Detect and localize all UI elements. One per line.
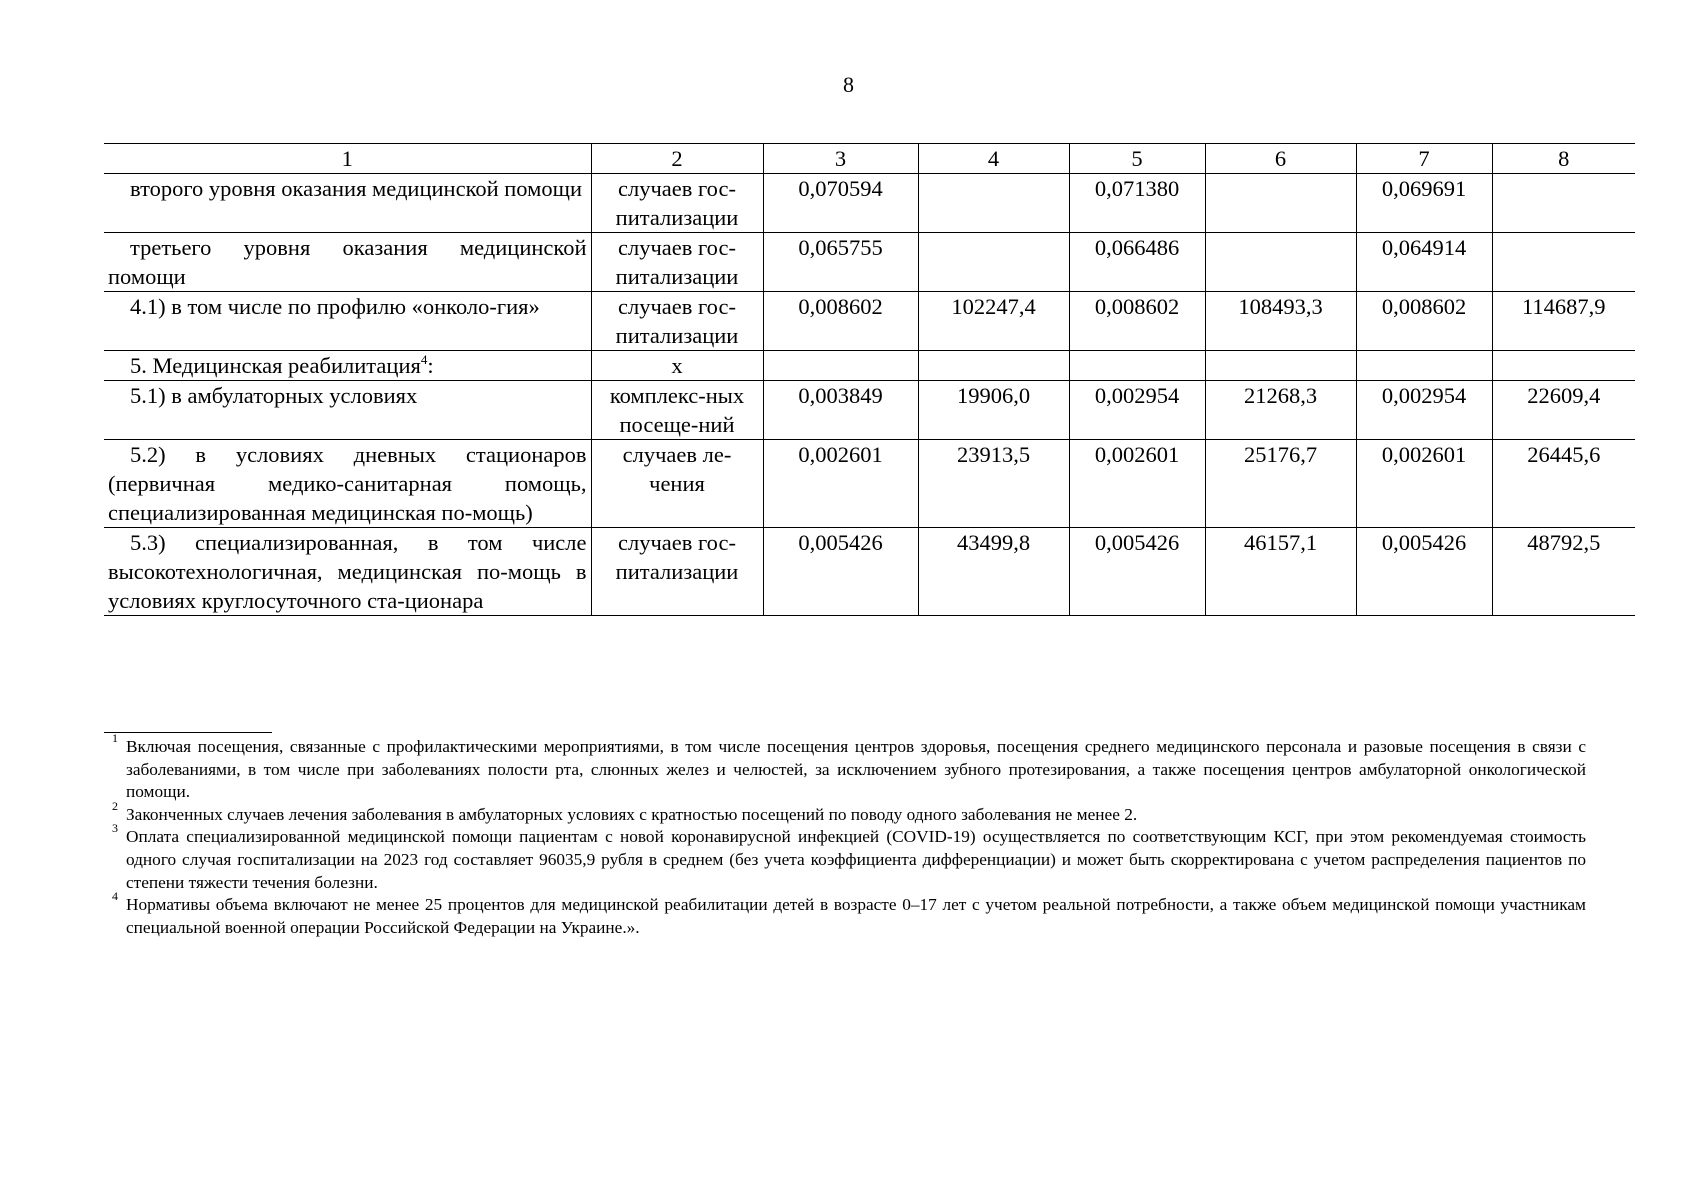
row-label: 5.2) в условиях дневных стационаров (первичная медико-санитарная помощь, специализированная медицинская по-мощь) <box>104 440 591 528</box>
footnote-text: Нормативы объема включают не менее 25 процентов для медицинской реабилитации детей в возрасте 0–17 лет с учетом реальной потребности, а также объем медицинской помощи участникам специальной военной операции Российской Федерации на Украине.». <box>126 895 1586 937</box>
value-cell <box>918 174 1069 233</box>
unit-cell: случаев гос-питализации <box>591 292 763 351</box>
footnote <box>112 889 1586 939</box>
footnote-mark: 4 <box>112 889 118 904</box>
footnote <box>112 798 1586 827</box>
value-cell: 23913,5 <box>918 440 1069 528</box>
unit-cell: х <box>591 351 763 381</box>
value-cell <box>1205 174 1356 233</box>
value-cell <box>1356 351 1492 381</box>
column-header: 8 <box>1492 144 1635 174</box>
unit-cell: случаев ле-чения <box>591 440 763 528</box>
value-cell: 25176,7 <box>1205 440 1356 528</box>
value-cell <box>1205 351 1356 381</box>
value-cell: 0,002954 <box>1356 381 1492 440</box>
unit-cell: случаев гос-питализации <box>591 528 763 616</box>
value-cell: 0,002601 <box>1069 440 1205 528</box>
table-row <box>104 528 1635 616</box>
table-row <box>104 440 1635 528</box>
value-cell: 0,005426 <box>1356 528 1492 616</box>
value-cell: 102247,4 <box>918 292 1069 351</box>
value-cell: 0,008602 <box>763 292 918 351</box>
value-cell: 0,002601 <box>763 440 918 528</box>
table-row <box>104 174 1635 233</box>
value-cell: 0,069691 <box>1356 174 1492 233</box>
row-label: 5.1) в амбулаторных условиях <box>104 381 591 440</box>
footnote-text: Оплата специализированной медицинской помощи пациентам с новой коронавирусной инфекцией (COVID-19) осуществляется по соответствующим КСГ, при этом рекомендуемая стоимость одного случая госпитализации на 2023 год составляет 96035,9 рубля в среднем (без учета коэффициента дифференциации) и может быть скорректирована с учетом распределения пациентов по степени тяжести течения болезни. <box>126 827 1586 892</box>
column-header: 1 <box>104 144 591 174</box>
value-cell: 0,071380 <box>1069 174 1205 233</box>
value-cell: 21268,3 <box>1205 381 1356 440</box>
value-cell <box>1492 233 1635 292</box>
value-cell: 0,002601 <box>1356 440 1492 528</box>
unit-cell: случаев гос-питализации <box>591 174 763 233</box>
value-cell: 19906,0 <box>918 381 1069 440</box>
value-cell <box>763 351 918 381</box>
value-cell: 22609,4 <box>1492 381 1635 440</box>
column-header: 4 <box>918 144 1069 174</box>
table-row <box>104 351 1635 381</box>
value-cell: 0,002954 <box>1069 381 1205 440</box>
value-cell: 26445,6 <box>1492 440 1635 528</box>
value-cell: 0,008602 <box>1356 292 1492 351</box>
section-heading: 5. Медицинская реабилитация$^4$: <box>104 351 591 381</box>
unit-cell: случаев гос-питализации <box>591 233 763 292</box>
footnote-mark: 1 <box>112 731 118 745</box>
value-cell <box>918 351 1069 381</box>
value-cell: 0,065755 <box>763 233 918 292</box>
unit-cell: комплекс-ных посеще-ний <box>591 381 763 440</box>
column-header: 3 <box>763 144 918 174</box>
row-label: 4.1) в том числе по профилю «онколо-гия» <box>104 292 591 351</box>
value-cell: 0,003849 <box>763 381 918 440</box>
footnote-mark: 3 <box>112 821 118 836</box>
page-number: 8 <box>843 72 854 97</box>
table-row <box>104 381 1635 440</box>
column-header: 6 <box>1205 144 1356 174</box>
value-cell: 108493,3 <box>1205 292 1356 351</box>
footnote-text: Законченных случаев лечения заболевания в амбулаторных условиях с кратностью посещений по поводу одного заболевания не менее 2. <box>126 804 1138 824</box>
row-label: второго уровня оказания медицинской помощи <box>104 174 591 233</box>
data-table <box>104 143 1635 616</box>
value-cell: 48792,5 <box>1492 528 1635 616</box>
value-cell <box>1205 233 1356 292</box>
value-cell: 0,005426 <box>1069 528 1205 616</box>
value-cell: 0,066486 <box>1069 233 1205 292</box>
value-cell: 0,064914 <box>1356 233 1492 292</box>
table-row <box>104 292 1635 351</box>
value-cell: 0,070594 <box>763 174 918 233</box>
footnote-mark: 2 <box>112 798 118 813</box>
column-header: 2 <box>591 144 763 174</box>
footnotes <box>112 731 1586 939</box>
value-cell: 46157,1 <box>1205 528 1356 616</box>
value-cell: 0,005426 <box>763 528 918 616</box>
table-row <box>104 233 1635 292</box>
row-label: 5.3) специализированная, в том числе высокотехнологичная, медицинская по-мощь в условиях круглосуточного ста-ционара <box>104 528 591 616</box>
footnote-text: Включая посещения, связанные с профилактическими мероприятиями, в том числе посещения центров здоровья, посещения среднего медицинского персонала и разовые посещения в связи с заболеваниями, в том числе при заболеваниях полости рта, слюнных желез и челюстей, за исключением зубного протезирования, а также посещения центров амбулаторной онкологической помощи. <box>126 737 1586 802</box>
value-cell <box>1492 351 1635 381</box>
column-header: 7 <box>1356 144 1492 174</box>
value-cell <box>1492 174 1635 233</box>
row-label: третьего уровня оказания медицинской помощи <box>104 233 591 292</box>
footnote <box>112 731 1586 804</box>
column-header: 5 <box>1069 144 1205 174</box>
header-row <box>104 144 1635 174</box>
footnote-separator <box>104 732 272 733</box>
value-cell: 0,008602 <box>1069 292 1205 351</box>
footnote <box>112 821 1586 894</box>
value-cell: 43499,8 <box>918 528 1069 616</box>
value-cell <box>1069 351 1205 381</box>
value-cell: 114687,9 <box>1492 292 1635 351</box>
value-cell <box>918 233 1069 292</box>
